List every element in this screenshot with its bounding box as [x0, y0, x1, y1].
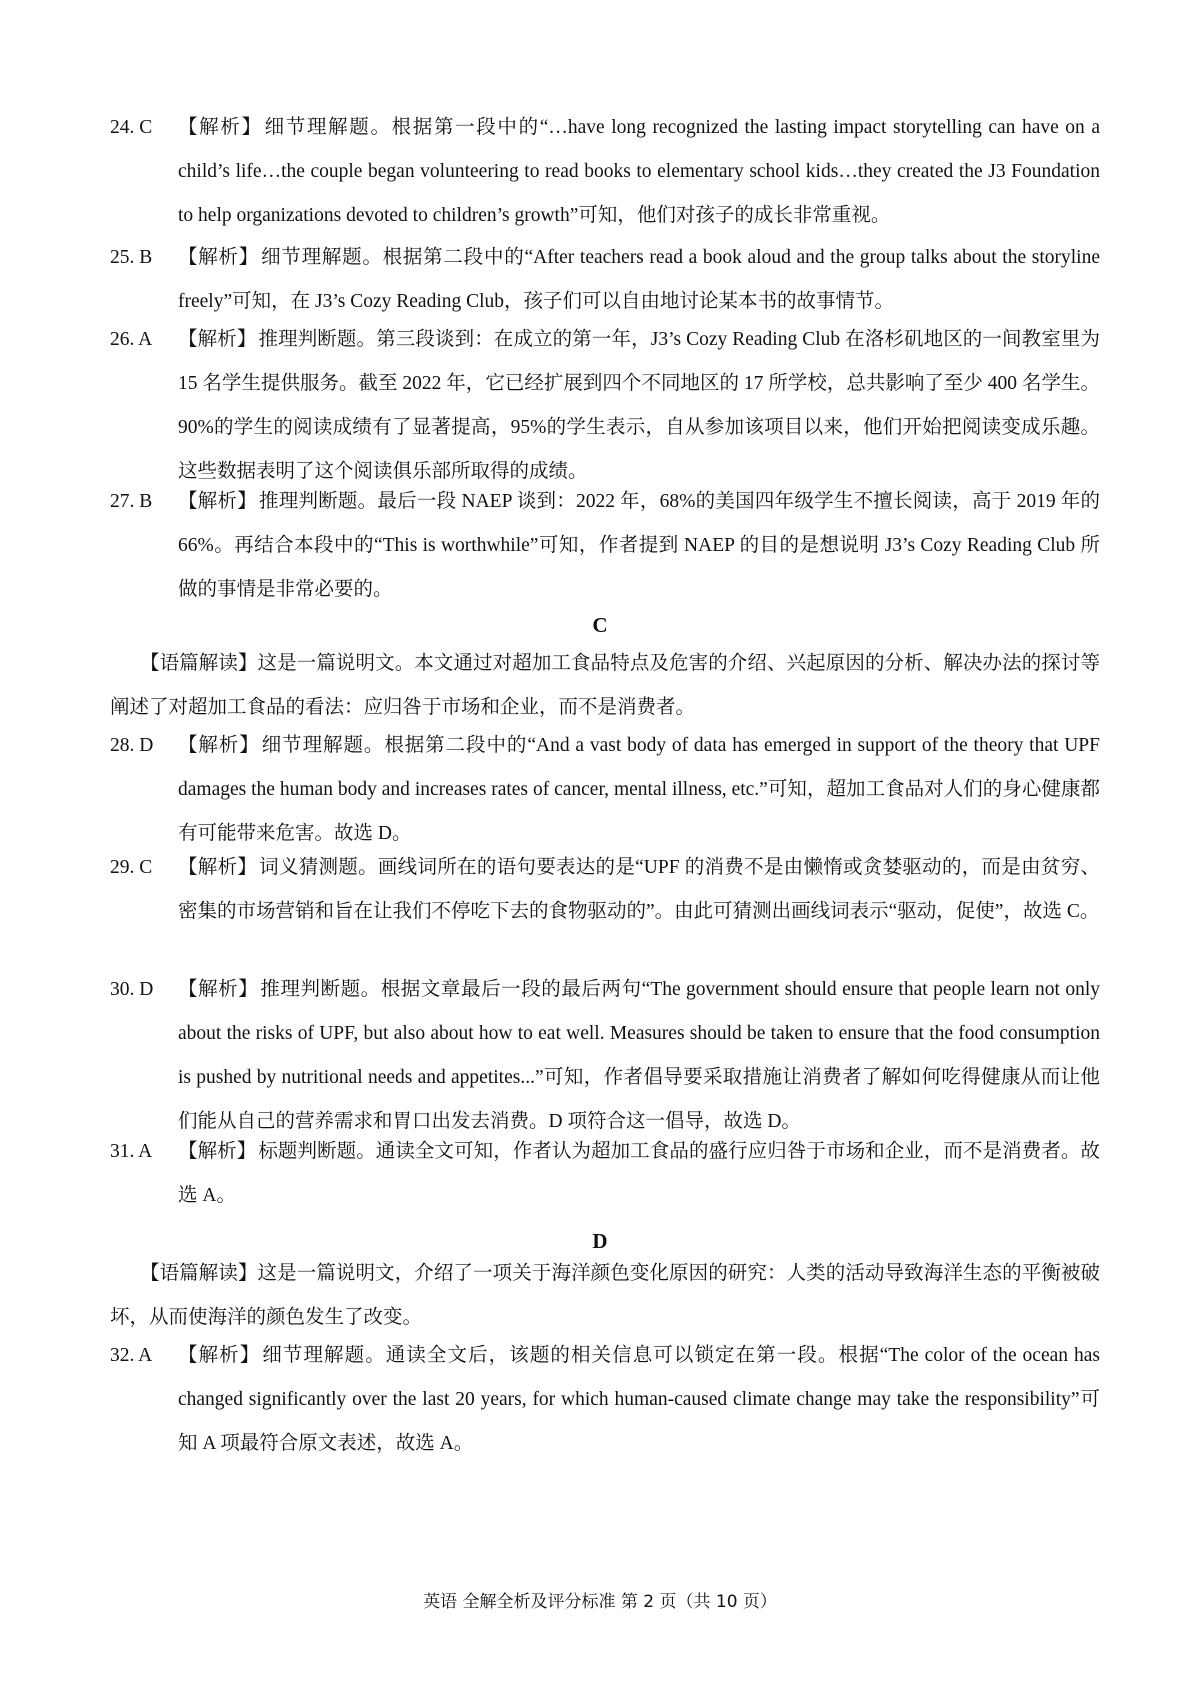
- answer-number: 28. D: [110, 735, 154, 756]
- answer-number: 26. A: [110, 329, 153, 350]
- analysis-text: 细节理解题。根据第二段中的“After teachers read a book aloud and the group talks about the storyline freely”可知，在 J3’s Cozy Reading Club，孩子们可以自由地讨论某本书的故事情节。: [178, 247, 1100, 312]
- answer-item-26: [110, 318, 1100, 494]
- analysis-text: 推理判断题。最后一段 NAEP 谈到：2022 年，68%的美国四年级学生不擅长阅读，高于 2019 年的 66%。再结合本段中的“This is worthwhile”可知，作者提到 NAEP 的目的是想说明 J3’s Cozy Reading Club 所做的事情是非常必要的。: [178, 491, 1100, 600]
- answer-item-32: [110, 1334, 1100, 1466]
- analysis-tag: 【解析】: [178, 117, 263, 138]
- answer-number: 32. A: [110, 1345, 153, 1366]
- analysis-text: 推理判断题。根据文章最后一段的最后两句“The government should ensure that people learn not only about the risks of UPF, but also about how to eat well. Measures should be taken to ensure that the food consumption is pushed by nutritional needs and appetites...”可知，作者倡导要采取措施让消费者了解如何吃得健康从而让他们能从自己的营养需求和胃口出发去消费。D 项符合这一倡导，故选 D。: [178, 979, 1100, 1132]
- answer-item-25: [110, 236, 1100, 324]
- answer-item-24: [110, 106, 1100, 238]
- analysis-text: 细节理解题。根据第二段中的“And a vast body of data has emerged in support of the theory that UPF damages the human body and increases rates of cancer, mental illness, etc.”可知，超加工食品对人们的身心健康都有可能带来危害。故选 D。: [178, 735, 1100, 844]
- answer-number: 25. B: [110, 247, 153, 268]
- analysis-text: 细节理解题。根据第一段中的“…have long recognized the lasting impact storytelling can have on a child’s life…the couple began volunteering to read books to elementary school kids…they created the J3 Foundation to help organizations devoted to children’s growth”可知，他们对孩子的成长非常重视。: [178, 117, 1100, 226]
- analysis-text: 词义猜测题。画线词所在的语句要表达的是“UPF 的消费不是由懒惰或贪婪驱动的，而是由贫穷、密集的市场营销和旨在让我们不停吃下去的食物驱动的”。由此可猜测出画线词表示“驱动，促使”，故选 C。: [178, 857, 1100, 922]
- analysis-text: 推理判断题。第三段谈到：在成立的第一年，J3’s Cozy Reading Club 在洛杉矶地区的一间教室里为 15 名学生提供服务。截至 2022 年，它已经扩展到四个不同地区的 17 所学校，总共影响了至少 400 名学生。90%的学生的阅读成绩有了显著提高，95%的学生表示，自从参加该项目以来，他们开始把阅读变成乐趣。这些数据表明了这个阅读俱乐部所取得的成绩。: [178, 329, 1100, 482]
- section-heading-c: C: [592, 613, 608, 637]
- analysis-tag: 【解析】: [178, 735, 260, 756]
- answer-number: 24. C: [110, 117, 153, 138]
- analysis-tag: 【解析】: [178, 329, 257, 350]
- passage-intro-d: 【语篇解读】这是一篇说明文，介绍了一项关于海洋颜色变化原因的研究：人类的活动导致海洋生态的平衡被破坏，从而使海洋的颜色发生了改变。: [110, 1263, 1100, 1328]
- page-footer: 英语 全解全析及评分标准 第 2 页（共 10 页）: [423, 1592, 777, 1612]
- analysis-tag: 【解析】: [178, 491, 257, 512]
- analysis-text: 细节理解题。通读全文后，该题的相关信息可以锁定在第一段。根据“The color of the ocean has changed significantly over the last 20 years, for which human-caused climate change may take the responsibility”可知 A 项最符合原文表述，故选 A。: [178, 1345, 1100, 1454]
- analysis-tag: 【解析】: [178, 1141, 257, 1162]
- answer-item-30: [110, 968, 1100, 1144]
- analysis-tag: 【解析】: [178, 1345, 261, 1366]
- answer-number: 29. C: [110, 857, 153, 878]
- answer-number: 31. A: [110, 1141, 153, 1162]
- section-heading-d: D: [592, 1229, 608, 1253]
- passage-intro-c: 【语篇解读】这是一篇说明文。本文通过对超加工食品特点及危害的介绍、兴起原因的分析、解决办法的探讨等阐述了对超加工食品的看法：应归咎于市场和企业，而不是消费者。: [110, 653, 1100, 718]
- analysis-tag: 【解析】: [178, 247, 260, 268]
- answer-number: 27. B: [110, 491, 153, 512]
- answer-item-31: [110, 1130, 1100, 1218]
- answer-item-29: [110, 846, 1100, 934]
- analysis-tag: 【解析】: [178, 857, 258, 878]
- answer-item-27: [110, 480, 1100, 612]
- analysis-tag: 【解析】: [178, 979, 259, 1000]
- answer-item-28: [110, 724, 1100, 856]
- analysis-text: 标题判断题。通读全文可知，作者认为超加工食品的盛行应归咎于市场和企业，而不是消费者。故选 A。: [178, 1141, 1100, 1206]
- answer-number: 30. D: [110, 979, 154, 1000]
